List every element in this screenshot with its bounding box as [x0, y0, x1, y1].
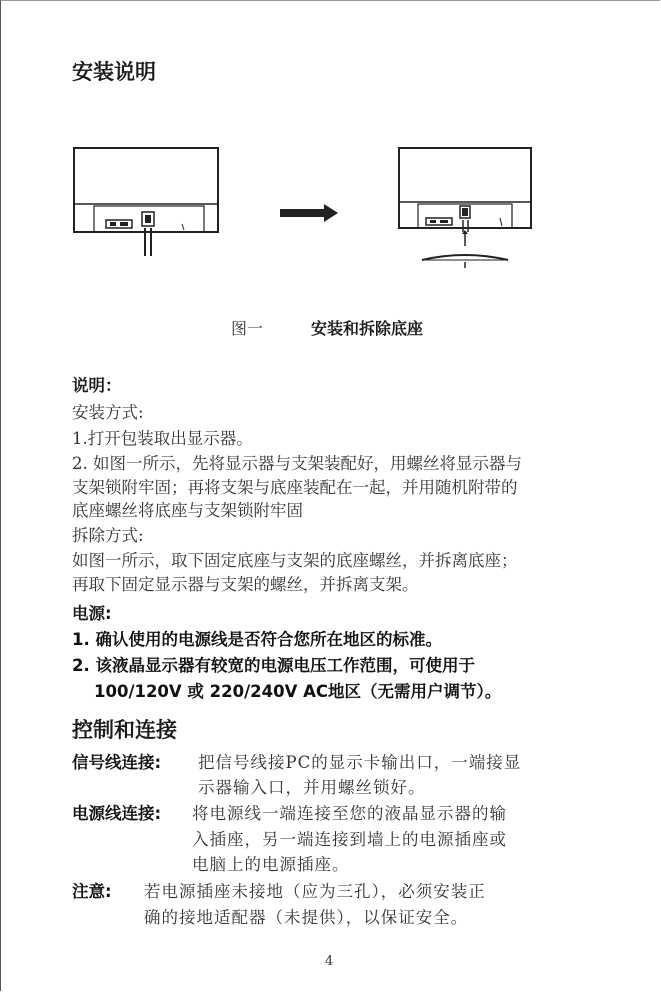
- control-heading: 控制和连接: [72, 718, 177, 742]
- power-cable-label: 电源线连接:: [72, 804, 162, 823]
- power-item-2-line-2: 100/120V 或 220/240V AC地区（无需用户调节）。: [94, 682, 502, 701]
- figure-caption: 安装和拆除底座: [311, 319, 424, 338]
- signal-line-2: 示器输入口，并用螺丝锁好。: [198, 778, 426, 797]
- power-cable-line-3: 电脑上的电源插座。: [192, 855, 350, 874]
- power-heading: 电源:: [72, 604, 112, 623]
- power-item-1: 1. 确认使用的电源线是否符合您所在地区的标准。: [72, 630, 442, 649]
- remove-line-2: 再取下固定显示器与支架的螺丝，并拆离支架。: [72, 575, 419, 594]
- page-title: 安装说明: [72, 60, 156, 84]
- page-number: 4: [325, 954, 334, 969]
- power-item-2-line-1: 2. 该液晶显示器有较宽的电源电压工作范围，可使用于: [72, 656, 475, 675]
- install-step-1: 1.打开包装取出显示器。: [72, 429, 253, 448]
- install-step-2-line-3: 底座螺丝将底座与支架锁附牢固: [72, 501, 303, 520]
- remove-line-1: 如图一所示，取下固定底座与支架的底座螺丝，并拆离底座；: [72, 551, 518, 570]
- install-step-2-line-1: 2. 如图一所示，先将显示器与支架装配好，用螺丝将显示器与: [72, 454, 522, 473]
- power-cable-line-2: 入插座，另一端连接到墙上的电源插座或: [192, 830, 507, 849]
- install-step-2-line-2: 支架锁附牢固；再将支架与底座装配在一起，并用随机附带的: [72, 478, 518, 497]
- explanation-heading: 说明：: [72, 376, 122, 395]
- power-cable-line-1: 将电源线一端连接至您的液晶显示器的输: [192, 804, 507, 823]
- monitor-with-base-illustration: [396, 146, 536, 274]
- monitor-with-stand-illustration: [72, 146, 222, 258]
- figure-label: 图一: [231, 319, 264, 338]
- note-line-1: 若电源插座未接地（应为三孔），必须安装正: [144, 882, 486, 901]
- install-heading: 安装方式:: [72, 403, 144, 422]
- signal-label: 信号线连接:: [72, 753, 162, 772]
- remove-heading: 拆除方式:: [72, 526, 144, 545]
- note-label: 注意:: [72, 882, 112, 901]
- signal-line-1: 把信号线接PC的显示卡输出口，一端接显: [198, 753, 522, 772]
- arrow-right-icon: [280, 204, 340, 222]
- note-line-2: 确的接地适配器（未提供），以保证安全。: [144, 908, 469, 927]
